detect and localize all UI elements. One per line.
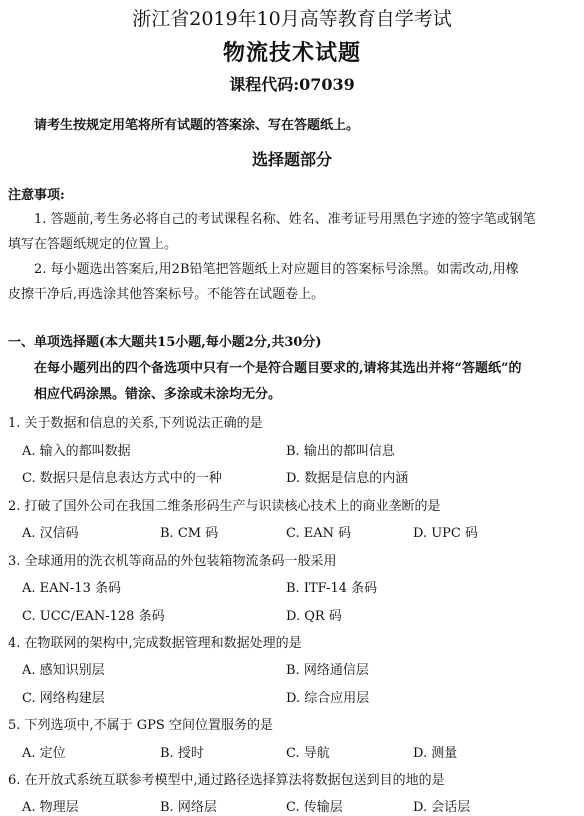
question-4-stem: 4. 在物联网的架构中,完成数据管理和数据处理的是 — [8, 636, 302, 651]
question-6-option-d: D. 会话层 — [413, 800, 471, 815]
question-6-option-b: B. 网络层 — [160, 800, 217, 815]
question-1-option-c: C. 数据只是信息表达方式中的一种 — [22, 471, 222, 486]
question-2-option-d: D. UPC 码 — [413, 526, 479, 541]
question-5-option-b: B. 授时 — [160, 746, 204, 761]
question-3-stem: 3. 全球通用的洗衣机等商品的外包装箱物流条码一般采用 — [8, 554, 337, 569]
instruction: 请考生按规定用笔将所有试题的答案涂、写在答题纸上。 — [34, 118, 360, 133]
question-5-option-c: C. 导航 — [286, 746, 330, 761]
notice-item-2-line-2: 皮擦干净后,再选涂其他答案标号。不能答在试题卷上。 — [8, 287, 325, 302]
question-3-option-a: A. EAN-13 条码 — [22, 581, 121, 596]
question-6-option-a: A. 物理层 — [22, 800, 79, 815]
question-2-stem: 2. 打破了国外公司在我国二维条形码生产与识读核心技术上的商业垄断的是 — [8, 499, 441, 514]
section-desc-line-2: 相应代码涂黑。错涂、多涂或未涂均无分。 — [34, 387, 282, 402]
question-3-option-b: B. ITF-14 条码 — [286, 581, 378, 596]
question-6-stem: 6. 在开放式系统互联参考模型中,通过路径选择算法将数据包送到目的地的是 — [8, 773, 445, 788]
exam-title: 浙江省2019年10月高等教育自学考试 — [132, 8, 452, 30]
question-4-option-c: C. 网络构建层 — [22, 691, 105, 706]
question-3-option-c: C. UCC/EAN-128 条码 — [22, 609, 165, 624]
question-1-stem: 1. 关于数据和信息的关系,下列说法正确的是 — [8, 416, 263, 431]
question-4-option-a: A. 感知识别层 — [22, 663, 105, 678]
question-2-option-b: B. CM 码 — [160, 526, 219, 541]
notice-title: 注意事项: — [8, 188, 65, 203]
question-1-option-b: B. 输出的都叫信息 — [286, 444, 395, 459]
course-code: 课程代码:07039 — [229, 75, 355, 94]
question-2-option-a: A. 汉信码 — [22, 526, 79, 541]
question-4-option-d: D. 综合应用层 — [286, 691, 370, 706]
question-2-option-c: C. EAN 码 — [286, 526, 352, 541]
notice-item-1-line-2: 填写在答题纸规定的位置上。 — [8, 237, 178, 252]
question-3-option-d: D. QR 码 — [286, 609, 342, 624]
part-title: 选择题部分 — [251, 150, 332, 169]
section-desc-line-1: 在每小题列出的四个备选项中只有一个是符合题目要求的,请将其选出并将“答题纸”的 — [34, 361, 522, 376]
notice-item-2-line-1: 2. 每小题选出答案后,用2B铅笔把答题纸上对应题目的答案标号涂黑。如需改动,用橡 — [34, 262, 519, 277]
section-title: 一、单项选择题(本大题共15小题,每小题2分,共30分) — [8, 335, 322, 350]
subject-title: 物流技术试题 — [222, 40, 361, 66]
notice-item-1-line-1: 1. 答题前,考生务必将自己的考试课程名称、姓名、准考证号用黑色字迹的签字笔或钢笔 — [34, 212, 536, 227]
question-4-option-b: B. 网络通信层 — [286, 663, 369, 678]
question-5-stem: 5. 下列选项中,不属于 GPS 空间位置服务的是 — [8, 718, 273, 733]
question-1-option-d: D. 数据是信息的内涵 — [286, 471, 409, 486]
question-5-option-a: A. 定位 — [22, 746, 66, 761]
question-6-option-c: C. 传输层 — [286, 800, 343, 815]
question-5-option-d: D. 测量 — [413, 746, 458, 761]
question-1-option-a: A. 输入的都叫数据 — [22, 444, 131, 459]
